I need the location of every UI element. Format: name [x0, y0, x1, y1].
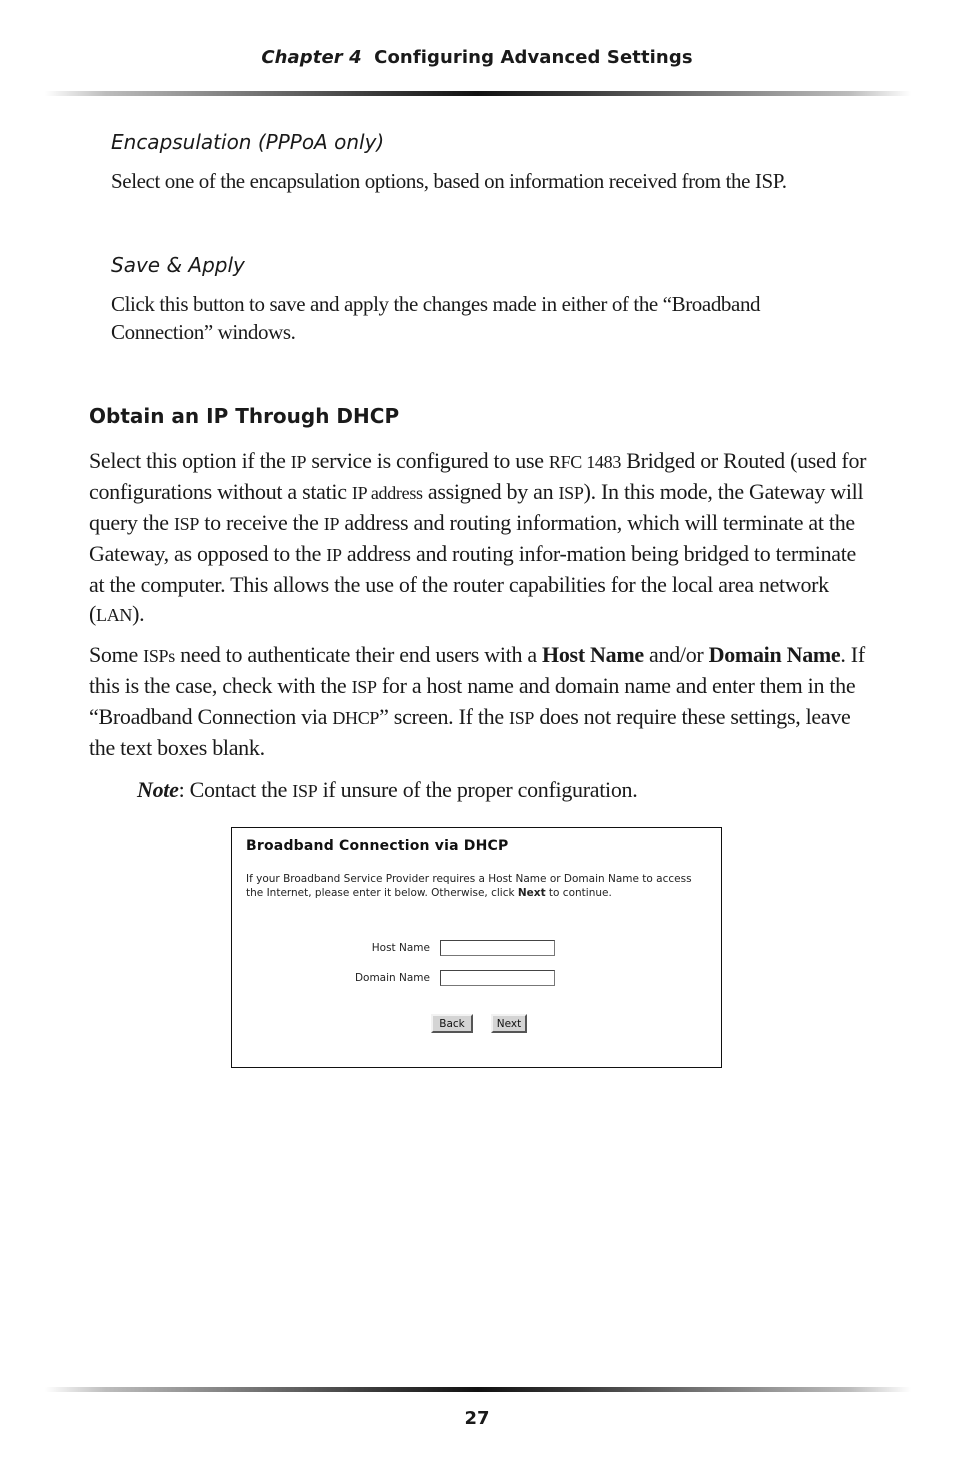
note: Note: Contact the ISP if unsure of the proper configuration.	[137, 777, 638, 802]
host-name-label: Host Name	[371, 942, 430, 954]
running-header	[0, 47, 954, 68]
dhcp-paragraph-1: Select this option if the IP service is configured to use RFC 1483 Bridged or Routed (used for configurations without a static IP address assigned by an ISP). In this mode, the Gateway will query the ISP to receive the IP address and routing information, which will terminate at the Gateway, as opposed to the IP address and routing infor-mation being bridged to terminate at the computer. This allows the use of the router capabilities for the local area network (LAN).	[89, 448, 867, 626]
back-button[interactable]: Back	[431, 1014, 473, 1033]
next-button[interactable]: Next	[491, 1014, 527, 1033]
dhcp-heading: Obtain an IP Through DHCP	[89, 404, 400, 428]
figure-instructions: If your Broadband Service Provider requires a Host Name or Domain Name to access the Internet, please enter it below. Otherwise, click Next to continue.	[246, 873, 692, 899]
header-rule	[45, 91, 911, 96]
figure-title: Broadband Connection via DHCP	[246, 838, 509, 854]
host-name-input[interactable]	[440, 940, 555, 956]
domain-name-input[interactable]	[440, 970, 555, 986]
page-number: 27	[464, 1408, 490, 1429]
dhcp-screenshot-figure	[231, 827, 722, 1068]
dhcp-paragraph-2: Some ISPs need to authenticate their end users with a Host Name and/or Domain Name. If this is the case, check with the ISP for a host name and domain name and enter them in the “Broadband Connection via DHCP” screen. If the ISP does not require these settings, leave the text boxes blank.	[89, 642, 865, 760]
chapter-title: Configuring Advanced Settings	[374, 47, 693, 68]
domain-name-term: Domain Name	[708, 642, 841, 667]
encapsulation-text: Select one of the encapsulation options, based on information received from the ISP.	[111, 169, 787, 193]
host-name-term: Host Name	[542, 642, 644, 667]
save-apply-heading: Save & Apply	[111, 253, 245, 277]
chapter-number: Chapter 4	[261, 47, 362, 68]
domain-name-label: Domain Name	[354, 972, 430, 984]
encapsulation-heading: Encapsulation (PPPoA only)	[111, 130, 385, 154]
footer-rule	[45, 1387, 911, 1392]
save-apply-text: Click this button to save and apply the changes made in either of the “Broadband Connection” windows.	[111, 292, 761, 344]
note-label: Note	[137, 777, 179, 802]
